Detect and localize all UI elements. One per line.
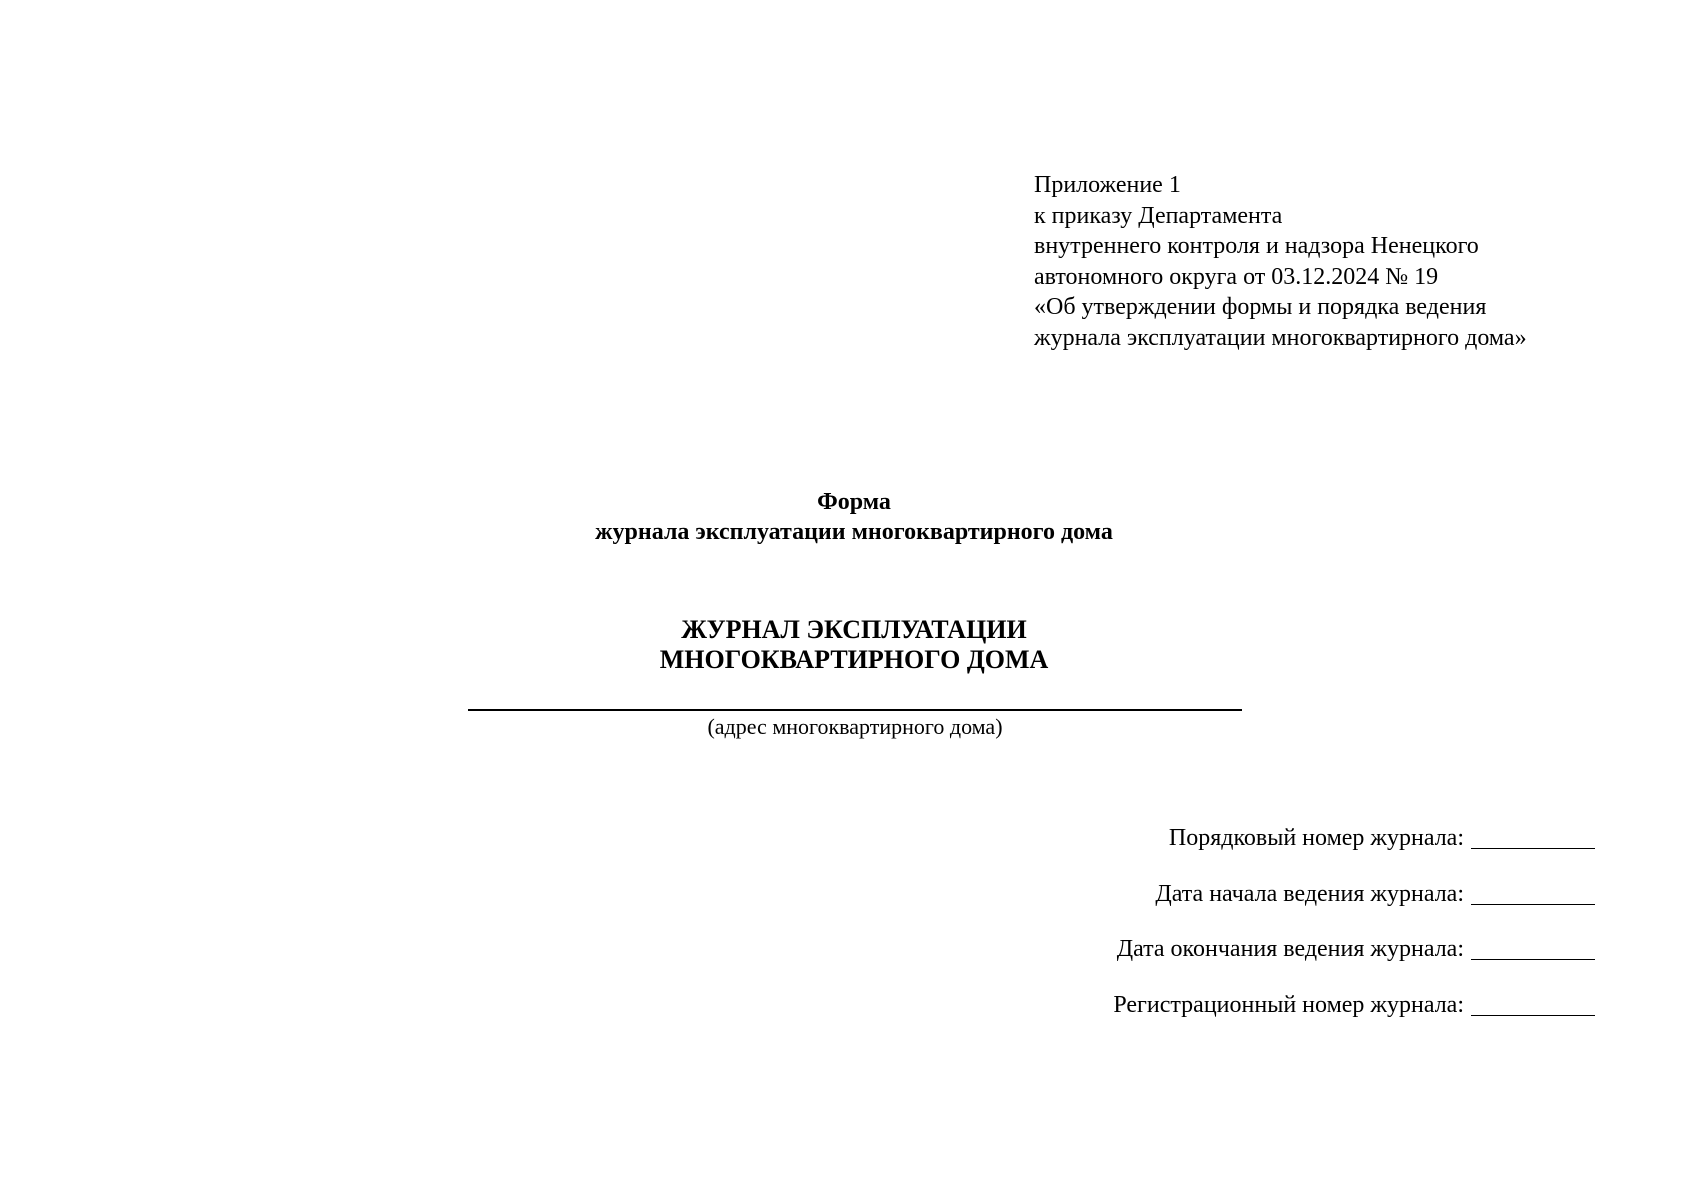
field-label: Регистрационный номер журнала: — [1113, 991, 1464, 1018]
form-title-line-2: журнала эксплуатации многоквартирного дома — [595, 519, 1113, 545]
address-caption: (адрес многоквартирного дома) — [707, 714, 1003, 739]
appendix-block — [1034, 170, 1654, 353]
appendix-line: журнала эксплуатации многоквартирного дома» — [1034, 324, 1527, 351]
field-blank — [1471, 937, 1595, 960]
form-title-line-1: Форма — [817, 489, 891, 515]
appendix-line: автономного округа от 03.12.2024 № 19 — [1034, 263, 1439, 290]
field-blank — [1471, 993, 1595, 1016]
field-row-start-date — [900, 878, 1595, 934]
form-title — [0, 487, 1698, 547]
journal-title-line-2: МНОГОКВАРТИРНОГО ДОМА — [659, 645, 1049, 674]
journal-fields — [900, 822, 1595, 1044]
appendix-line: внутреннего контроля и надзора Ненецкого — [1034, 233, 1479, 259]
field-label: Дата начала ведения журнала: — [1155, 880, 1464, 907]
field-row-registration-number — [900, 989, 1595, 1045]
appendix-line: Приложение 1 — [1034, 172, 1181, 198]
journal-title — [0, 615, 1698, 675]
appendix-line: к приказу Департамента — [1034, 202, 1283, 229]
field-blank — [1471, 826, 1595, 849]
field-row-end-date — [900, 933, 1595, 989]
field-label: Порядковый номер журнала: — [1168, 825, 1464, 851]
appendix-line: «Об утверждении формы и порядка ведения — [1034, 294, 1487, 320]
journal-title-line-1: ЖУРНАЛ ЭКСПЛУАТАЦИИ — [681, 615, 1027, 644]
field-row-serial-number — [900, 822, 1595, 878]
address-blank-line — [468, 709, 1242, 711]
field-blank — [1471, 882, 1595, 905]
field-label: Дата окончания ведения журнала: — [1116, 936, 1464, 962]
